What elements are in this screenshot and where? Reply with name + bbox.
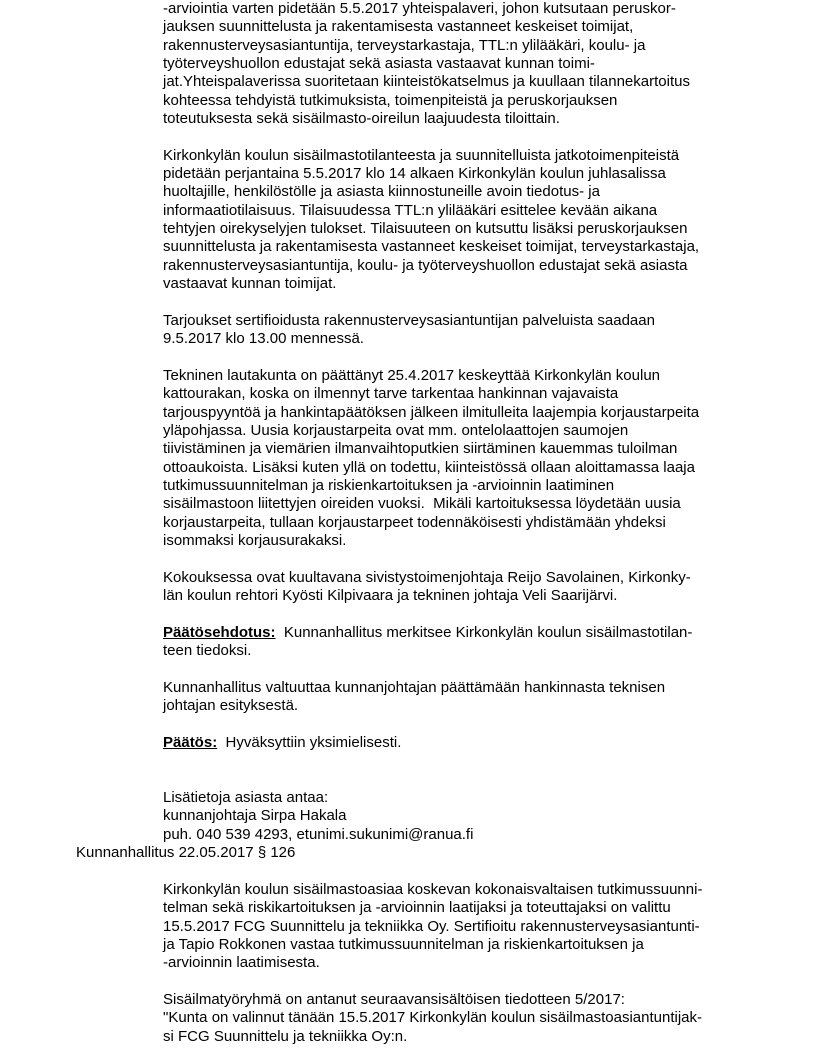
text-line: kattourakan, koska on ilmennyt tarve tarkentaa hankinnan vajavaista [163, 385, 619, 402]
text-line: jauksen suunnittelusta ja rakentamisesta vastanneet keskeiset toimijat, [163, 18, 634, 35]
text-line: Lisätietoja asiasta antaa: [163, 789, 329, 806]
text-line: tehtyjen oirekyselyjen tulokset. Tilaisuuteen on kutsuttu lisäksi peruskorjauksen [163, 220, 688, 237]
text-line: vastaavat kunnan toimijat. [163, 275, 337, 292]
decision-text: Hyväksyttiin yksimielisesti. [217, 734, 402, 751]
proposal-text: Kunnanhallitus merkitsee Kirkonkylän koulun sisäilmastotilan- [275, 624, 693, 641]
text-line: jat.Yhteispalaverissa suoritetaan kiinteistökatselmus ja kuullaan tilannekartoitus [163, 73, 690, 90]
text-line: toteutuksesta sekä sisäilmasto-oireilun laajuudesta tiloittain. [163, 110, 560, 127]
text-line: Kunnanhallitus valtuuttaa kunnanjohtajan päättämään hankinnasta teknisen [163, 679, 666, 696]
text-line: Kirkonkylän koulun sisäilmastoasiaa koskevan kokonaisvaltaisen tutkimussuunni- [163, 881, 703, 898]
text-line: isommaksi korjausurakaksi. [163, 532, 347, 549]
text-line: Sisäilmatyöryhmä on antanut seuraavansisältöisen tiedotteen 5/2017: [163, 991, 625, 1008]
text-line: huoltajille, henkilöstölle ja asiasta kiinnostuneille avoin tiedotus- ja [163, 183, 600, 200]
text-line: teen tiedoksi. [163, 642, 252, 659]
decision-label: Päätös: [163, 734, 218, 751]
text-line: kunnanjohtaja Sirpa Hakala [163, 807, 347, 824]
text-line: pidetään perjantaina 5.5.2017 klo 14 alkaen Kirkonkylän koulun juhlasalissa [163, 165, 666, 182]
text-line: Kirkonkylän koulun sisäilmastotilanteesta ja suunnitelluista jatkotoimenpiteistä [163, 147, 680, 164]
text-line [163, 734, 401, 752]
text-line: 9.5.2017 klo 13.00 mennessä. [163, 330, 364, 347]
text-line: rakennusterveysasiantuntija, terveystarkastaja, TTL:n ylilääkäri, koulu- ja [163, 37, 646, 54]
section-header: Kunnanhallitus 22.05.2017 § 126 [76, 844, 296, 861]
text-line: tutkimussuunnitelman ja riskienkartoituksen ja -arvioinnin laatiminen [163, 477, 615, 494]
text-line: työterveyshuollon edustajat sekä asiasta vastaavat kunnan toimi- [163, 55, 595, 72]
text-line: ottoaukoista. Lisäksi kuten yllä on todettu, kiinteistössä ollaan aloittamassa laaja [163, 459, 695, 476]
text-line: yläpohjassa. Uusia korjaustarpeita ovat mm. ontelolaattojen saumojen [163, 422, 629, 439]
text-line: "Kunta on valinnut tänään 15.5.2017 Kirkonkylän koulun sisäilmastoasiantuntijak- [163, 1009, 702, 1026]
text-line: suunnittelusta ja rakentamisesta vastanneet keskeiset toimijat, terveystarkastaja, [163, 238, 700, 255]
text-line: 15.5.2017 FCG Suunnittelu ja tekniikka Oy. Sertifioitu rakennusterveysasiantunti- [163, 918, 700, 935]
text-line: telman sekä riskikartoituksen ja -arvioinnin laatijaksi ja toteuttajaksi on valittu [163, 899, 671, 916]
text-line: -arvioinnin laatimisesta. [163, 954, 320, 971]
text-line: län koulun rehtori Kyösti Kilpivaara ja tekninen johtaja Veli Saarijärvi. [163, 587, 618, 604]
text-line: si FCG Suunnittelu ja tekniikka Oy:n. [163, 1028, 408, 1045]
text-line: korjaustarpeita, tullaan korjaustarpeet todennäköisesti yhdistämään yhdeksi [163, 514, 666, 531]
text-line: informaatiotilaisuus. Tilaisuudessa TTL:n ylilääkäri esittelee kevään aikana [163, 202, 658, 219]
text-line: tiivistäminen ja viemärien ilmanvaihtoputkien siirtäminen kauemmas tuloilman [163, 440, 678, 457]
text-line: ja Tapio Rokkonen vastaa tutkimussuunnitelman ja riskienkartoituksen ja [163, 936, 644, 953]
text-line: Tekninen lautakunta on päättänyt 25.4.2017 keskeyttää Kirkonkylän koulun [163, 367, 661, 384]
text-line [163, 624, 692, 642]
text-line: Tarjoukset sertifioidusta rakennusterveysasiantuntijan palveluista saadaan [163, 312, 655, 329]
proposal-label: Päätösehdotus: [163, 624, 276, 641]
contact-phone-email: puh. 040 539 4293, etunimi.sukunimi@ranua.fi [163, 826, 474, 843]
text-line: rakennusterveysasiantuntija, koulu- ja työterveyshuollon edustajat sekä asiasta [163, 257, 688, 274]
text-line: Kokouksessa ovat kuultavana sivistystoimenjohtaja Reijo Savolainen, Kirkonky- [163, 569, 691, 586]
text-line: -arviointia varten pidetään 5.5.2017 yhteispalaveri, johon kutsutaan peruskor- [163, 0, 676, 17]
text-line: johtajan esityksestä. [163, 697, 299, 714]
text-line: kohteessa tehdyistä tutkimuksista, toimenpiteistä ja peruskorjauksen [163, 92, 618, 109]
text-line: tarjouspyyntöä ja hankintapäätöksen jälkeen ilmitulleita laajempia korjaustarpeita [163, 404, 700, 421]
text-line: sisäilmastoon liitettyjen oireiden vuoksi. Mikäli kartoituksessa löydetään uusia [163, 495, 681, 512]
